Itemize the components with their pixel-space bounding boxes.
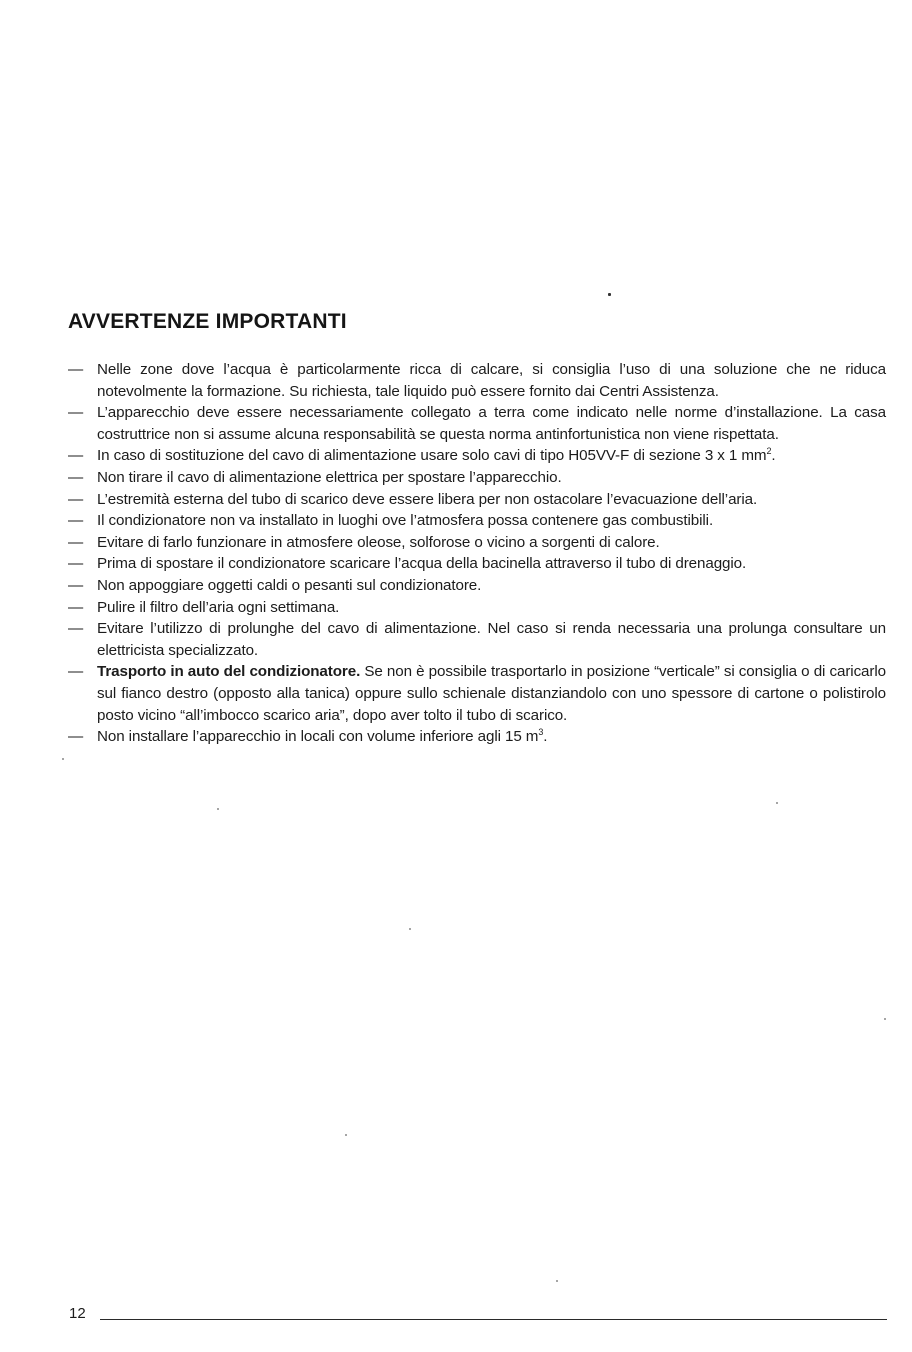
list-item [68, 489, 886, 511]
list-dash: — [68, 468, 84, 486]
list-item [68, 575, 886, 597]
footer-rule [100, 1319, 887, 1320]
list-item [68, 532, 886, 554]
list-item [68, 661, 886, 726]
list-dash: — [68, 598, 84, 616]
list-item [68, 402, 886, 445]
list-item-tail: . [543, 728, 548, 746]
list-dash: — [68, 512, 84, 530]
list-dash: — [68, 728, 84, 746]
page-title: AVVERTENZE IMPORTANTI [68, 310, 347, 333]
superscript: 2 [766, 446, 772, 457]
list-dash: — [68, 620, 84, 638]
list-dash: — [68, 663, 84, 681]
list-item [68, 597, 886, 619]
list-item-text: In caso di sostituzione del cavo di alimentazione usare solo cavi di tipo H05VV-F di sezione 3 x 1 mm [97, 447, 767, 465]
list-dash: — [68, 490, 84, 508]
page-number: 12 [69, 1305, 86, 1322]
list-item-tail: . [771, 447, 776, 465]
scan-speck [62, 758, 64, 760]
page-footer [69, 1305, 887, 1327]
scan-speck [608, 293, 611, 296]
list-item-text: Non tirare il cavo di alimentazione elettrica per spostare l’apparecchio. [97, 468, 562, 486]
scan-speck [217, 808, 219, 810]
superscript: 3 [538, 727, 544, 738]
scan-speck [345, 1134, 347, 1136]
list-item [68, 553, 886, 575]
list-dash: — [68, 361, 84, 378]
list-item-text: L’apparecchio deve essere necessariamente collegato a terra come indicato nelle norme d’installazione. La casa costruttrice non si assume alcuna responsabilità se questa norma antinfortunistica non viene rispettata. [97, 404, 886, 443]
list-dash: — [68, 404, 84, 422]
scan-speck [409, 928, 411, 930]
list-dash: — [68, 555, 84, 573]
list-dash: — [68, 447, 84, 465]
list-item [68, 445, 886, 467]
list-item-text: Il condizionatore non va installato in luoghi ove l’atmosfera possa contenere gas combustibili. [97, 512, 714, 530]
list-dash: — [68, 576, 84, 594]
list-item [68, 467, 886, 489]
scan-speck [776, 802, 778, 804]
list-item-text: Nelle zone dove l’acqua è particolarmente ricca di calcare, si consiglia l’uso di una soluzione che ne riduca notevolmente la formazione. Su richiesta, tale liquido può essere fornito dai Centri Assistenza. [97, 361, 886, 400]
warnings-list [68, 359, 886, 748]
list-item-text: Non installare l’apparecchio in locali con volume inferiore agli 15 m [97, 728, 539, 746]
list-item-text: L’estremità esterna del tubo di scarico deve essere libera per non ostacolare l’evacuazione dell’aria. [97, 490, 758, 508]
list-item [68, 359, 886, 402]
list-item-text: Prima di spostare il condizionatore scaricare l’acqua della bacinella attraverso il tubo di drenaggio. [97, 555, 747, 573]
list-item-text: Se non è possibile trasportarlo in posizione “verticale” si consiglia o di caricarlo sul fianco destro (opposto alla tanica) oppure sullo schienale distanziandolo con uno spessore di cartone o polistirolo posto vicino “all’imbocco scarico aria”, dopo aver tolto il tubo di scarico. [97, 663, 886, 724]
list-item [68, 510, 886, 532]
scan-speck [556, 1280, 558, 1282]
scan-speck [884, 1018, 886, 1020]
list-item-text: Evitare di farlo funzionare in atmosfere oleose, solforose o vicino a sorgenti di calore. [97, 533, 660, 551]
list-item-text: Pulire il filtro dell’aria ogni settimana. [97, 598, 340, 616]
list-item-text: Non appoggiare oggetti caldi o pesanti sul condizionatore. [97, 576, 482, 594]
list-item [68, 726, 886, 748]
list-dash: — [68, 533, 84, 551]
list-item-text: Evitare l’utilizzo di prolunghe del cavo di alimentazione. Nel caso si renda necessaria una prolunga consultare un elettricista specializzato. [97, 620, 886, 659]
list-item-bold-label: Trasporto in auto del condizionatore. [97, 663, 361, 681]
list-item [68, 618, 886, 661]
